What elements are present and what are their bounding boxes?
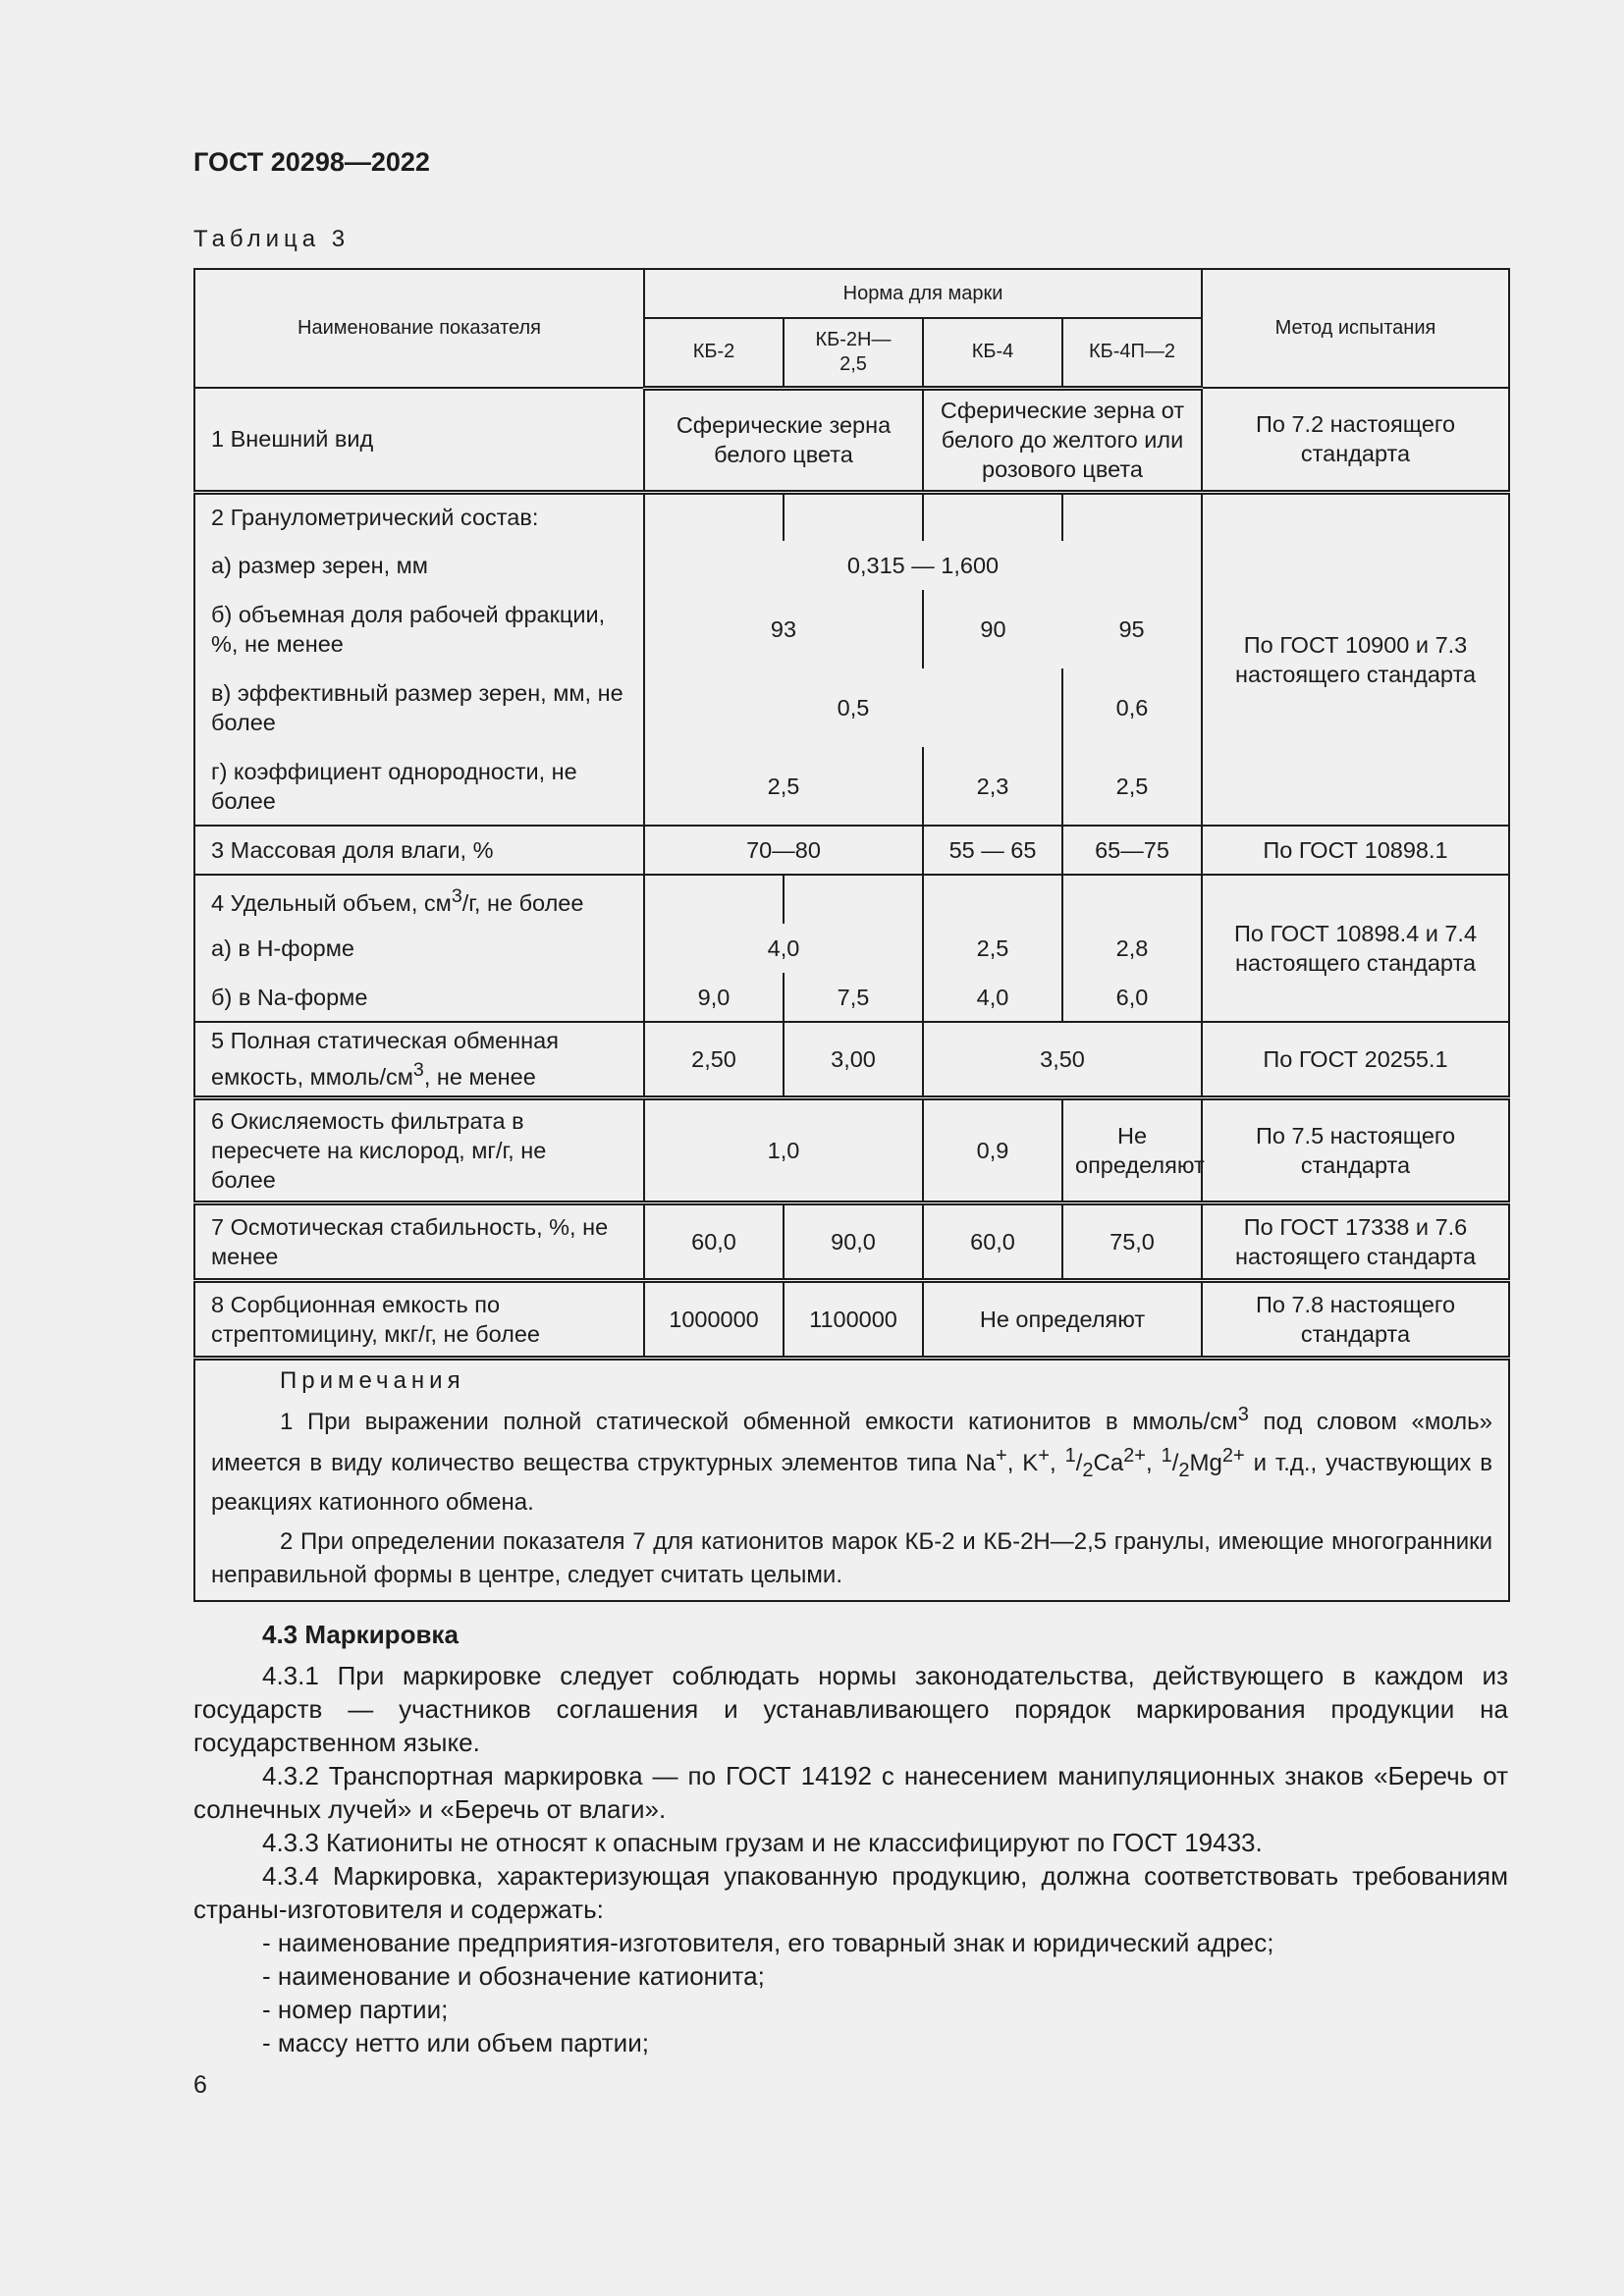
header-method: Метод испытания: [1202, 269, 1509, 388]
paragraph-4-3-2: 4.3.2 Транспортная маркировка — по ГОСТ 14192 с нанесением манипуляционных знаков «Беречь от солнечных лучей» и «Беречь от влаги».: [193, 1761, 1508, 1824]
row8-value-3: Не определяют: [923, 1280, 1202, 1358]
row4a-value-1: 4,0: [644, 924, 923, 973]
row2b-name: б) объемная доля рабочей фракции, %, не менее: [194, 590, 644, 668]
row2-empty-3: [923, 492, 1062, 541]
list-item: - наименование предприятия-изготовителя, его товарный знак и юридический адрес;: [262, 1928, 1274, 1957]
row2a-value: 0,315 — 1,600: [644, 541, 1202, 590]
row2b-value-3: 95: [1062, 590, 1202, 668]
document-header: ГОСТ 20298—2022: [193, 147, 430, 177]
row4-empty-1: [644, 875, 784, 924]
row2b-value-2: 90: [923, 590, 1062, 668]
row6-value-3: Не определяют: [1062, 1097, 1202, 1202]
row6-method: По 7.5 настоящего стандарта: [1202, 1097, 1509, 1202]
section-title: 4.3 Маркировка: [262, 1620, 459, 1649]
row7-value-3: 60,0: [923, 1202, 1062, 1280]
row7-method: По ГОСТ 17338 и 7.6 настоящего стандарта: [1202, 1202, 1509, 1280]
row4-empty-4: [1062, 875, 1202, 924]
properties-table: [193, 268, 1510, 1602]
row5-method: По ГОСТ 20255.1: [1202, 1022, 1509, 1097]
row5-value-1: 2,50: [644, 1022, 784, 1097]
row2c-value-1: 0,5: [644, 668, 1062, 747]
row5-value-2: 3,00: [784, 1022, 923, 1097]
row6-value-2: 0,9: [923, 1097, 1062, 1202]
table-caption: Таблица 3: [193, 226, 351, 252]
row1-value-yellow: Сферические зерна от белого до желтого или розового цвета: [923, 388, 1202, 492]
row6-value-1: 1,0: [644, 1097, 923, 1202]
header-grade-kb4p: КБ-4П—2: [1062, 318, 1202, 388]
notes-title: Примечания: [280, 1366, 465, 1394]
row2-method: По ГОСТ 10900 и 7.3 настоящего стандарта: [1202, 492, 1509, 826]
row2a-name: а) размер зерен, мм: [194, 541, 644, 590]
row2d-name: г) коэффициент однородности, не более: [194, 747, 644, 826]
row3-value-3: 65—75: [1062, 826, 1202, 875]
row2-name: 2 Гранулометрический состав:: [194, 492, 644, 541]
list-item: - массу нетто или объем партии;: [262, 2028, 649, 2057]
row2-empty-4: [1062, 492, 1202, 541]
header-grade-kb2n: КБ-2Н—2,5: [784, 318, 923, 388]
row4a-name: а) в Н-форме: [194, 924, 644, 973]
header-indicator-name: Наименование показателя: [194, 269, 644, 388]
row3-method: По ГОСТ 10898.1: [1202, 826, 1509, 875]
row1-method: По 7.2 настоящего стандарта: [1202, 388, 1509, 492]
row7-value-1: 60,0: [644, 1202, 784, 1280]
row4-method: По ГОСТ 10898.4 и 7.4 настоящего стандарта: [1202, 875, 1509, 1022]
marking-section: [193, 1618, 1508, 2059]
header-grade-kb4: КБ-4: [923, 318, 1062, 388]
paragraph-4-3-4: 4.3.4 Маркировка, характеризующая упакованную продукцию, должна соответствовать требованиям страны-изготовителя и содержать:: [193, 1861, 1508, 1924]
row4b-name: б) в Na-форме: [194, 973, 644, 1022]
row2c-value-2: 0,6: [1062, 668, 1202, 747]
paragraph-4-3-3: 4.3.3 Катиониты не относят к опасным грузам и не классифицируют по ГОСТ 19433.: [262, 1828, 1263, 1857]
note-1: 1 При выражении полной статической обменной емкости катионитов в ммоль/$см^3$ под словом «моль» имеется в виду количество вещества структурных элементов типа Na+, K+, $^1/_2Ca^{2+}$, $^1/_2Mg^{2+}$ и т.д., участвующих в реакциях катионного обмена.: [211, 1403, 1493, 1517]
list-item: - номер партии;: [262, 1995, 449, 2024]
row1-name: 1 Внешний вид: [194, 388, 644, 492]
note-2: 2 При определении показателя 7 для катионитов марок КБ-2 и КБ-2Н—2,5 гранулы, имеющие многогранники неправильной формы в центре, следует считать целыми.: [211, 1528, 1493, 1589]
row4b-value-4: 6,0: [1062, 973, 1202, 1022]
row4b-value-2: 7,5: [784, 973, 923, 1022]
row8-name: 8 Сорбционная емкость по стрептомицину, мкг/г, не более: [194, 1280, 644, 1358]
row2-empty-2: [784, 492, 923, 541]
row3-value-2: 55 — 65: [923, 826, 1062, 875]
table-notes: [194, 1358, 1509, 1601]
row4a-value-3: 2,8: [1062, 924, 1202, 973]
header-norm: Норма для марки: [644, 269, 1202, 318]
paragraph-4-3-1: 4.3.1 При маркировке следует соблюдать нормы законодательства, действующего в каждом из государств — участников соглашения и устанавливающего порядок маркирования продукции на государственном языке.: [193, 1661, 1508, 1757]
row3-value-1: 70—80: [644, 826, 923, 875]
row4-name: 4 Удельный объем, $см^3/г$, не более: [194, 875, 644, 924]
row7-value-4: 75,0: [1062, 1202, 1202, 1280]
row5-value-3: 3,50: [923, 1022, 1202, 1097]
row2d-value-3: 2,5: [1062, 747, 1202, 826]
row8-value-2: 1100000: [784, 1280, 923, 1358]
row2d-value-1: 2,5: [644, 747, 923, 826]
row2c-name: в) эффективный размер зерен, мм, не более: [194, 668, 644, 747]
row7-name: 7 Осмотическая стабильность, %, не менее: [194, 1202, 644, 1280]
list-item: - наименование и обозначение катионита;: [262, 1961, 765, 1991]
row2-empty-1: [644, 492, 784, 541]
row6-name: 6 Окисляемость фильтрата в пересчете на кислород, мг/г, не более: [194, 1097, 644, 1202]
row2b-value-1: 93: [644, 590, 923, 668]
row2d-value-2: 2,3: [923, 747, 1062, 826]
row4a-value-2: 2,5: [923, 924, 1062, 973]
row1-value-white: Сферические зерна белого цвета: [644, 388, 923, 492]
row4-empty-3: [923, 875, 1062, 924]
page-number: 6: [193, 2071, 207, 2099]
header-grade-kb2: КБ-2: [644, 318, 784, 388]
row5-name: 5 Полная статическая обменная емкость, ммоль/$см^3$, не менее: [194, 1022, 644, 1097]
row3-name: 3 Массовая доля влаги, %: [194, 826, 644, 875]
row4-empty-2: [784, 875, 923, 924]
row4b-value-3: 4,0: [923, 973, 1062, 1022]
row4b-value-1: 9,0: [644, 973, 784, 1022]
row7-value-2: 90,0: [784, 1202, 923, 1280]
row8-value-1: 1000000: [644, 1280, 784, 1358]
row8-method: По 7.8 настоящего стандарта: [1202, 1280, 1509, 1358]
